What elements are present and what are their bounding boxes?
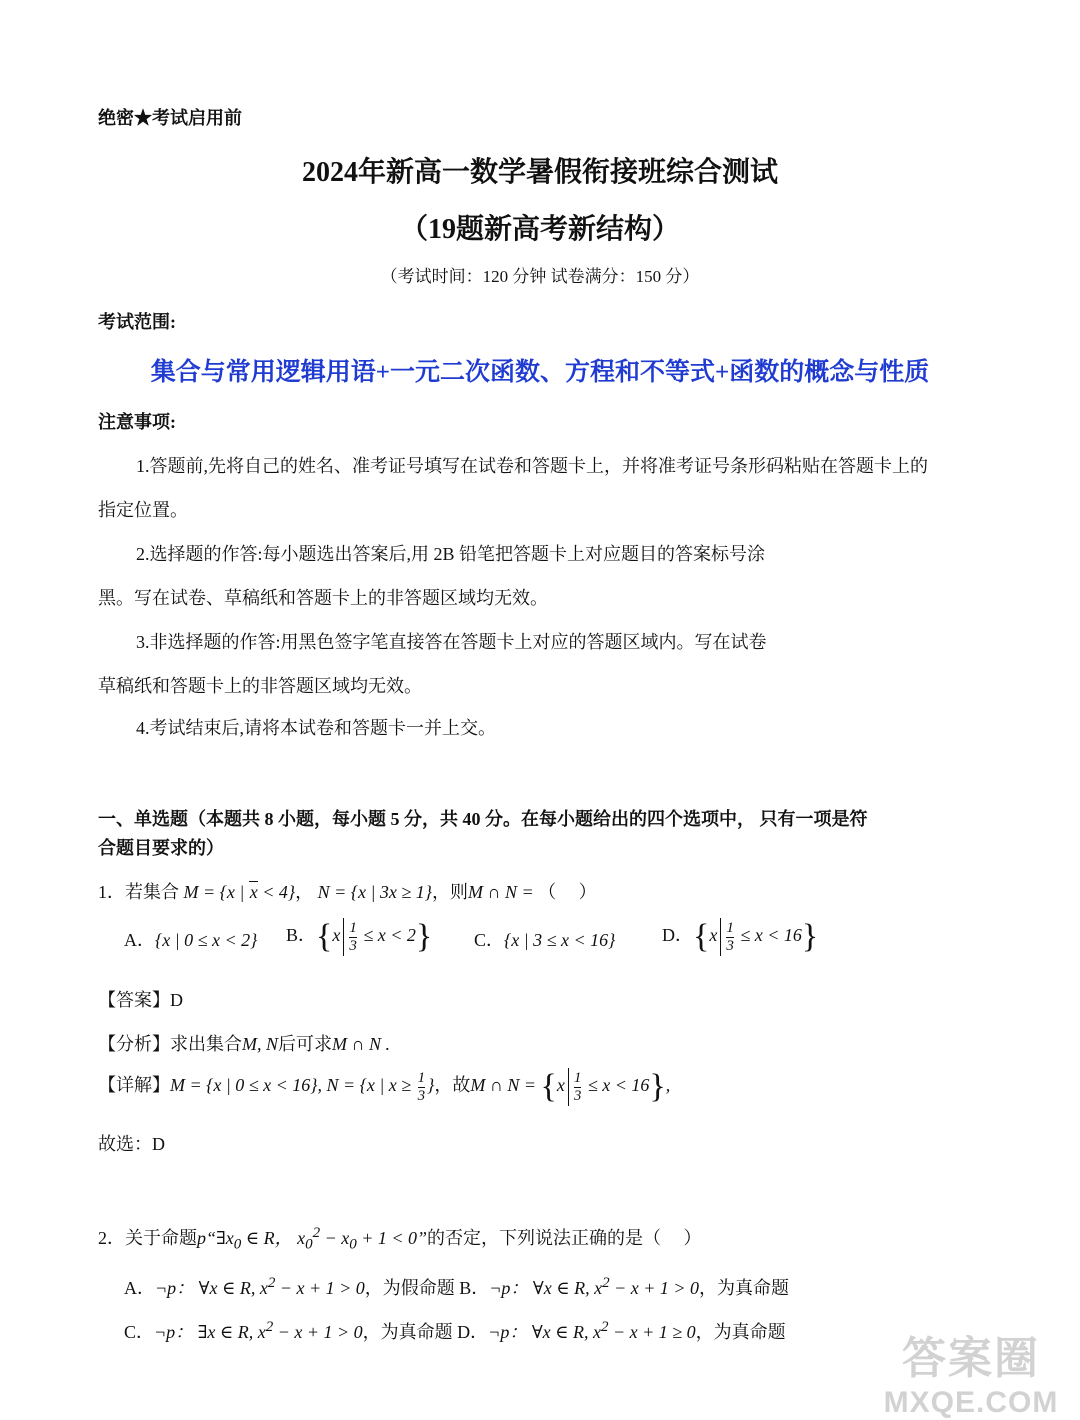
q2-option-d-expression: ¬p： ∀x ∈ R, $x^2 - x + 1 \ge 0$ — [488, 1319, 696, 1342]
answer-value: D — [170, 990, 183, 1010]
question-1-detail — [98, 1068, 670, 1106]
watermark-title: 答案圈 — [902, 1334, 1040, 1383]
question-2-stem — [98, 1224, 702, 1254]
analysis-text-a: 求出集合 — [170, 1034, 242, 1054]
question-1-option-c — [474, 926, 615, 952]
q2-option-a-expression: ¬p： ∀x ∈ R, $x^2 - x + 1 > 0$ — [155, 1275, 365, 1298]
question-2-proposition: $p“\exists x_0$ ∈ R， $x_0^2 - x_0 + 1 < 0$” — [197, 1225, 428, 1253]
option-d-expression: {x $\frac{1}{3}$ ≤ x < 16} — [693, 918, 819, 955]
q2-option-d-label: D． — [457, 1322, 489, 1342]
analysis-sets: M, N — [242, 1034, 278, 1054]
watermark-logo — [876, 1322, 1066, 1420]
question-1-option-b — [286, 918, 432, 956]
detail-sets: M = {x | 0 ≤ x < 16}, N = {x | x ≥ $\frac{1}{3}$ } — [170, 1070, 435, 1104]
question-1-stem-text-c: （ ） — [538, 882, 597, 902]
q2-option-b-label: B． — [459, 1278, 490, 1298]
section-1-heading-line-2: 合题目要求的） — [98, 838, 224, 858]
notice-label: 注意事项: — [98, 412, 176, 432]
question-1-option-d — [662, 918, 818, 956]
q2-option-a-verdict: ，为假命题 — [364, 1278, 455, 1298]
question-1-set-n: N = {x | 3x ≥ 1} — [317, 882, 432, 902]
exam-info: （考试时间：120 分钟 试卷满分：150 分） — [380, 267, 700, 286]
detail-result: M ∩ N = {x $\frac{1}{3}$ ≤ x < 16}, — [470, 1068, 671, 1105]
section-1-heading-line-1: 一、单选题（本题共 8 小题，每小题 5 分，共 40 分。在每小题给出的四个选项中， 只有一项是符 — [98, 809, 868, 829]
q2-option-c-verdict: ，为真命题 — [362, 1322, 453, 1342]
question-1-set-m: M = {x | x < 4} — [179, 882, 296, 902]
question-2-number: 2． — [98, 1228, 125, 1248]
notice-item-3-line-1: 3.非选择题的作答:用黑色签字笔直接答在答题卡上对应的答题区域内。写在试卷 — [136, 632, 767, 652]
question-1-stem-text-b: ，则 — [432, 882, 468, 902]
option-c-label: C． — [474, 930, 505, 950]
question-1-option-a — [124, 926, 257, 952]
exam-title: 2024年新高一数学暑假衔接班综合测试 — [301, 157, 778, 188]
detail-text-mid: ，故 — [434, 1075, 471, 1096]
notice-item-2-line-2: 黑。写在试卷、草稿纸和答题卡上的非答题区域均无效。 — [98, 588, 548, 608]
notice-item-4: 4.考试结束后,请将本试卷和答题卡一并上交。 — [136, 718, 496, 738]
analysis-label: 【分析】 — [98, 1034, 170, 1054]
notice-item-1-line-1: 1.答题前,先将自己的姓名、准考证号填写在试卷和答题卡上，并将准考证号条形码粘贴在答题卡上的 — [136, 456, 928, 476]
q2-option-b-expression: ¬p： ∀x ∈ R, $x^2 - x + 1 > 0$ — [489, 1275, 700, 1298]
q2-option-c-expression: ¬p： ∃x ∈ R, $x^2 - x + 1 > 0$ — [154, 1319, 363, 1342]
question-1-stem: 1．若集合 M = {x | x < 4}， N = {x | 3x ≥ 1}，则M ∩ N = （ ） — [98, 882, 597, 902]
question-2-stem-text-b: 的否定，下列说法正确的是（ ） — [427, 1228, 702, 1248]
question-1-analysis — [98, 1030, 390, 1056]
question-1-stem-text-a: 若集合 — [125, 882, 179, 902]
exam-subtitle: （19题新高考新结构） — [399, 214, 680, 245]
question-2-options-row-2 — [124, 1318, 786, 1344]
question-1-conclusion: 故选：D — [98, 1134, 165, 1154]
q2-option-b-verdict: ，为真命题 — [699, 1278, 790, 1298]
watermark-site: MXQE.COM — [883, 1386, 1059, 1419]
question-1-number: 1． — [98, 882, 125, 902]
notice-item-3-line-2: 草稿纸和答题卡上的非答题区域均无效。 — [98, 676, 422, 696]
q2-option-a-label: A． — [124, 1278, 155, 1298]
option-b-expression: {x $\frac{1}{3}$ ≤ x < 2} — [316, 918, 433, 955]
notice-item-1-line-2: 指定位置。 — [98, 500, 188, 520]
detail-label: 【详解】 — [98, 1075, 170, 1096]
question-2-options-row-1 — [124, 1274, 789, 1300]
option-d-label: D． — [662, 925, 693, 946]
confidential-label: 绝密★考试启用前 — [98, 108, 242, 128]
scope-label: 考试范围: — [98, 312, 176, 332]
analysis-text-b: 后可求 — [278, 1034, 332, 1054]
q2-option-c-label: C． — [124, 1322, 155, 1342]
option-a-expression: {x | 0 ≤ x < 2} — [155, 930, 258, 950]
question-1-answer — [98, 986, 183, 1012]
question-1-intersection: M ∩ N = — [468, 882, 539, 902]
option-a-label: A． — [124, 930, 155, 950]
answer-label: 【答案】 — [98, 990, 170, 1010]
scope-text: 集合与常用逻辑用语+一元二次函数、方程和不等式+函数的概念与性质 — [150, 359, 930, 386]
notice-item-2-line-1: 2.选择题的作答:每小题选出答案后,用 2B 铅笔把答题卡上对应题目的答案标号涂 — [136, 544, 766, 564]
analysis-intersection: M ∩ N . — [332, 1034, 390, 1054]
q2-option-d-verdict: ，为真命题 — [695, 1322, 786, 1342]
option-b-label: B． — [286, 925, 317, 946]
question-2-stem-text-a: 关于命题 — [125, 1228, 197, 1248]
option-c-expression: {x | 3 ≤ x < 16} — [504, 930, 616, 950]
